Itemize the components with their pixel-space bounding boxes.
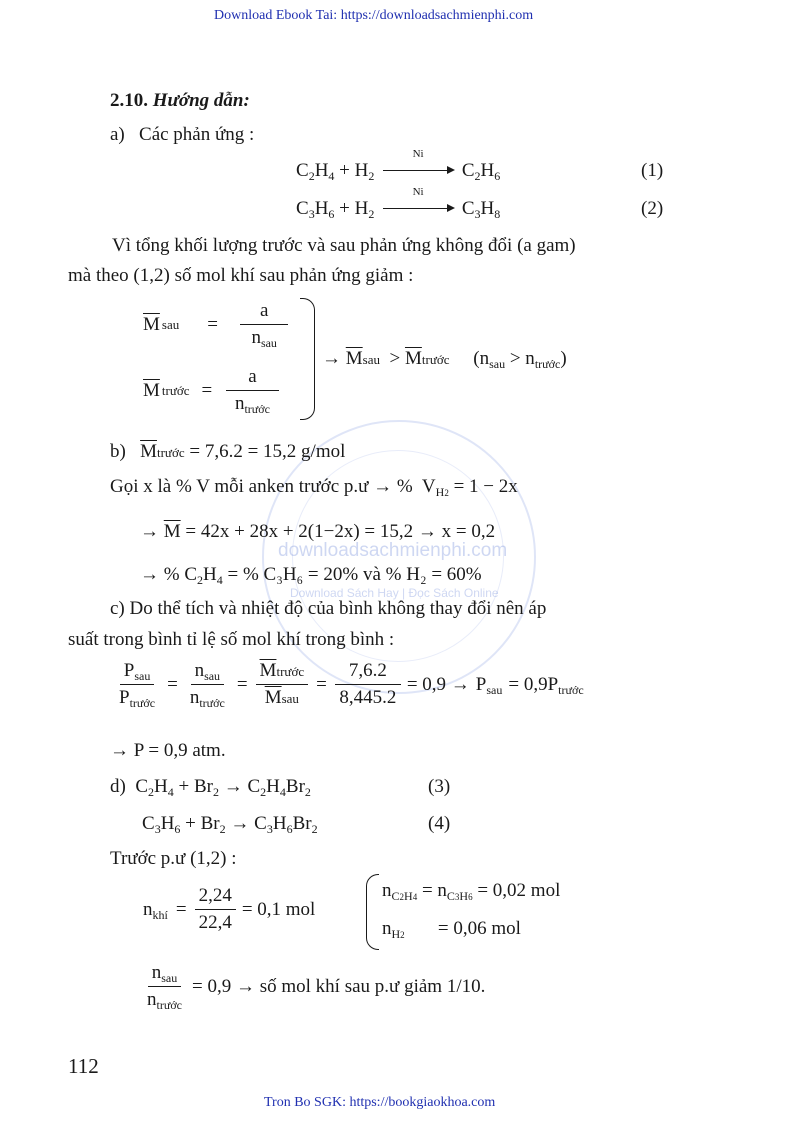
right-brace <box>300 298 315 420</box>
pressure-ratio-equation: $\frac{P_{sau}}{P_{trước}}$ = $\frac{n_{sau}}{n_{trước}}$ = $\frac{\overline{M}trước}{\overline{M}sau}$ = $\frac{7,6.2}{8,445.2}$ = 0,9 → $P_{sau}$ = 0,9 $P_{trước}$ <box>119 660 584 710</box>
part-b-line-4: → % $C_2H_4$ = % C₃H₆ = 20% và % H₂ = 60% <box>140 564 482 587</box>
part-a-intro: a) Các phản ứng : <box>110 124 255 145</box>
m-truoc-expression: $\overline{M}$ trước = $\frac{a}{n_{trước}}$ <box>143 366 279 415</box>
equation-1-number: (1) <box>641 160 664 181</box>
mol-ratio-equation: $\frac{n_{sau}}{n_{trước}}$ = 0,9 → số mol khí sau p.ư giảm 1/10. <box>147 962 486 1012</box>
part-c-para-1: c) Do thể tích và nhiệt độ của bình không thay đổi nên áp <box>110 598 547 619</box>
equation-4: $C_3H_6 + Br_2 \to C_3H_6Br_2$ <box>142 813 318 836</box>
m-sau-expression: $\overline{M}$ sau = $\frac{a}{n_{sau}}$ <box>143 300 288 349</box>
m-comparison: → $\overline{M}sau$ > $\overline{M}trước$ $(n_{sau} > n_{trước})$ <box>322 348 567 371</box>
part-b-line-1: b) $\overline{M}trước = 7,6.2 = 15,2$ g/mol <box>110 441 346 462</box>
equation-2: $C_3H_6 + H_2$ Ni $C_3H_8$ <box>296 186 501 221</box>
part-d-before: Trước p.ư (1,2) : <box>110 848 237 869</box>
page-number: 112 <box>68 1054 99 1078</box>
n-khi-equation: $n_{khí}$ = $\frac{2,24}{22,4}$ = 0,1 mol <box>143 885 316 933</box>
equation-1: $C_2H_4 + H_2$ Ni $C_2H_6$ <box>296 148 501 183</box>
footer-link[interactable]: Tron Bo SGK: https://bookgiaokhoa.com <box>264 1095 496 1110</box>
n-c2h4-c3h6-line: $n_{C2H4} = n_{C3H6} = 0,02$ mol <box>382 880 561 903</box>
section-number: 2.10. <box>110 90 148 111</box>
part-c-final: → P = 0,9 atm. <box>110 740 226 761</box>
part-a-para-1: Vì tổng khối lượng trước và sau phản ứng không đổi (a gam) <box>112 235 576 256</box>
left-brace <box>366 874 379 950</box>
equation-3: d) $C_2H_4 + Br_2 \to C_2H_4Br_2$ <box>110 776 311 799</box>
section-title: Hướng dẫn: <box>152 90 250 111</box>
part-b-line-3: → $\overline{M} = 42x + 28x + 2(1-2x) = 15,2 \to x = 0,2$ <box>140 521 496 542</box>
part-c-para-2: suất trong bình tỉ lệ số mol khí trong bình : <box>68 629 395 650</box>
watermark-tagline: Download Sách Hay | Đọc Sách Online <box>290 586 499 600</box>
equation-3-number: (3) <box>428 776 451 797</box>
part-b-line-2: Gọi x là % V mỗi anken trước p.ư → % $V_{H2} = 1 - 2x$ <box>110 476 518 499</box>
equation-4-number: (4) <box>428 813 451 834</box>
watermark-site: downloadsachmienphi.com <box>278 540 508 561</box>
header-link[interactable]: Download Ebook Tai: https://downloadsachmienphi.com <box>214 8 534 23</box>
equation-2-number: (2) <box>641 198 664 219</box>
part-a-para-2: mà theo (1,2) số mol khí sau phản ứng giảm : <box>68 265 414 286</box>
n-h2-line: $n_{H2}$ = 0,06 mol <box>382 918 521 941</box>
section-heading <box>110 90 250 112</box>
